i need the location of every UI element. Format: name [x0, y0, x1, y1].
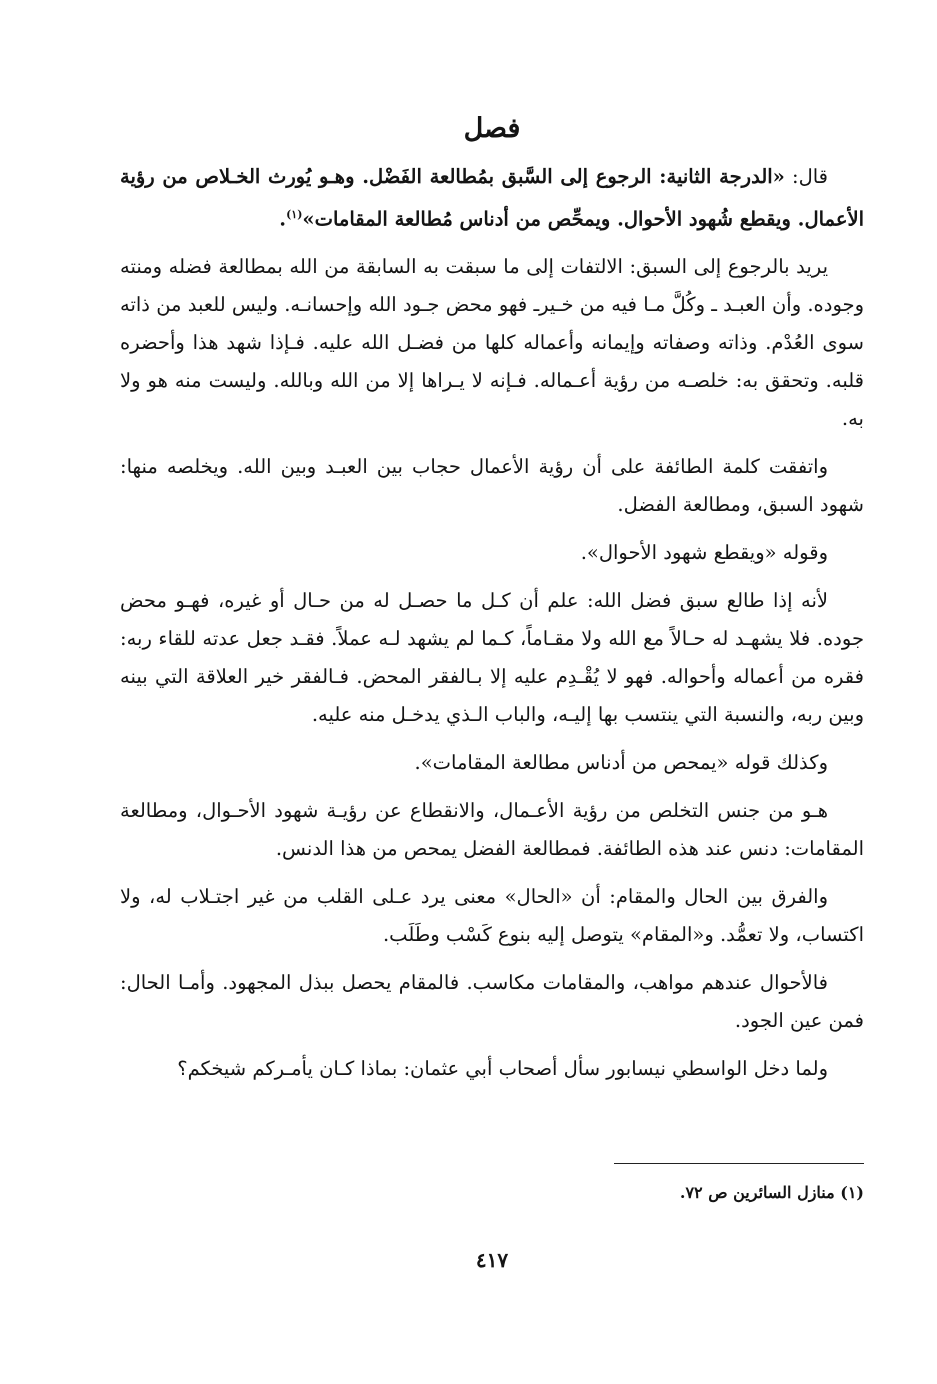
page-number: ٤١٧ [475, 1248, 509, 1272]
footnote-divider [614, 1163, 864, 1164]
footnote: (١) منازل السائرين ص ٧٢. [679, 1183, 864, 1202]
paragraph-quote [120, 158, 864, 239]
quote-text: «الدرجة الثانية: الرجوع إلى السَّبق بمُطالعة الفَضْل. وهـو يُورث الخـلاص من رؤية الأعمال. ويقطع شُهود الأحوال. ويمحِّص من أدناس مُطالعة المقامات» [120, 164, 864, 231]
quote-end: . [279, 207, 287, 231]
quote-lead: قال: [784, 164, 828, 188]
paragraph: وكذلك قوله «يمحص من أدناس مطالعة المقامات». [414, 751, 828, 775]
paragraph: لأنه إذا طالع سبق فضل الله: علم أن كـل ما حصـل له من حـال أو غيره، فهـو محض جوده. فلا يشهـد له حـالاً مع الله ولا مقـاماً، كـما لم يشهد لـه عملاً. فقـد جعل عدته للقاء ربه: فقره من أعماله وأحواله. فهو لا يُقْـدِم عليه إلا بـالفقر المحض. فـالفقر خير العلاقة التي بينه وبين ربه، والنسبة التي ينتسب بها إليـه، والباب الـذي يدخـل منه عليه. [120, 589, 864, 727]
paragraph: هـو من جنس التخلص من رؤية الأعـمال، والانقطاع عن رؤيـة شهود الأحـوال، ومطالعة المقامات: دنس عند هذه الطائفة. فمطالعة الفضل يمحص من هذا الدنس. [120, 799, 864, 861]
document-page [120, 110, 864, 1350]
paragraph: يريد بالرجوع إلى السبق: الالتفات إلى ما سبقت به السابقة من الله بمطالعة فضله ومنته وجوده. وأن العبـد ـ وكُلَّ مـا فيه من خـيرـ فهو محض جـود الله وإحسانـه. وليس للعبد من ذاته سوى العُدْم. وذاته وصفاته وإيمانه وأعماله كلها من فضـل الله عليه. فـإذا شهد هذا وأحضره قلبه. وتحقق به: خلصـه من رؤية أعـماله. فـإنه لا يـراها إلا من الله وبالله. وليست منه هو ولا به. [120, 255, 864, 431]
section-title: فصل [463, 113, 521, 144]
paragraph: واتفقت كلمة الطائفة على أن رؤية الأعمال حجاب بين العبـد وبين الله. ويخلصه منها: شهود السبق، ومطالعة الفضل. [120, 455, 864, 517]
footnote-ref: (١) [286, 207, 303, 221]
paragraph: وقوله «ويقطع شهود الأحوال». [580, 541, 828, 565]
paragraph: ولما دخل الواسطي نيسابور سأل أصحاب أبي عثمان: بماذا كـان يأمـركم شيخكم؟ [177, 1057, 828, 1081]
paragraph: فالأحوال عندهم مواهب، والمقامات مكاسب. فالمقام يحصل ببذل المجهود. وأمـا الحال: فمن عين الجود. [120, 971, 864, 1033]
paragraph: والفرق بين الحال والمقام: أن «الحال» معنى يرد عـلى القلب من غير اجتـلاب له، ولا اكتساب، ولا تعمُّد. و«المقام» يتوصل إليه بنوع كَسْب وطَلَب. [120, 885, 864, 947]
